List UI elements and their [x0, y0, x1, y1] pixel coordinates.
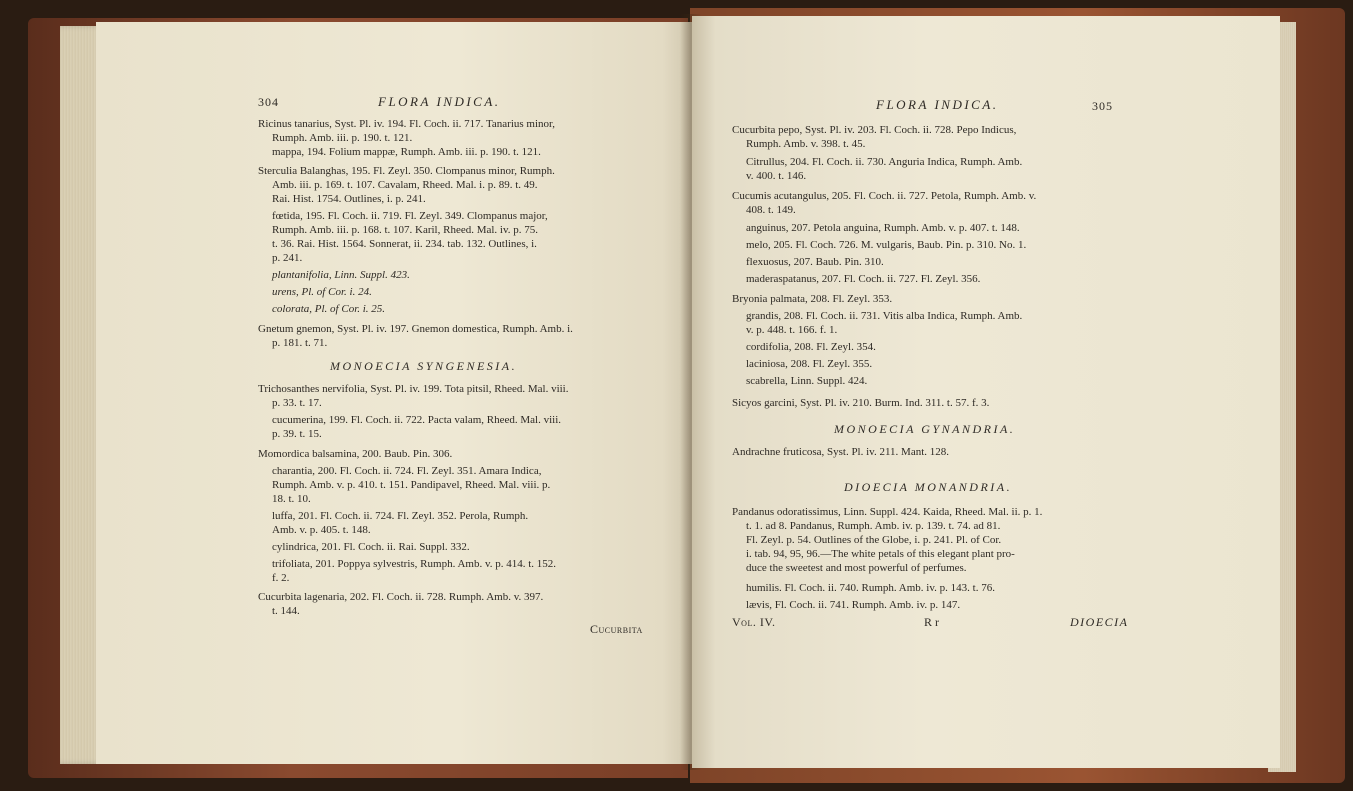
right-line: lævis, Fl. Coch. ii. 741. Rumph. Amb. iv. p. 147.: [746, 599, 961, 611]
left-line: Sterculia Balanghas, 195. Fl. Zeyl. 350. Clompanus minor, Rumph.: [258, 165, 555, 177]
right-line: t. 1. ad 8. Pandanus, Rumph. Amb. iv. p. 139. t. 74. ad 81.: [746, 520, 1001, 532]
left-line: t. 36. Rai. Hist. 1564. Sonnerat, ii. 234. tab. 132. Outlines, i.: [272, 238, 537, 250]
left-line: colorata, Pl. of Cor. i. 25.: [272, 303, 386, 315]
right-line: v. p. 448. t. 166. f. 1.: [746, 324, 838, 336]
left-line: Ricinus tanarius, Syst. Pl. iv. 194. Fl. Coch. ii. 717. Tanarius minor,: [258, 118, 556, 130]
right-line: 408. t. 149.: [746, 204, 796, 216]
right-line: i. tab. 94, 95, 96.—The white petals of this elegant plant pro-: [746, 548, 1015, 560]
left-line: Gnetum gnemon, Syst. Pl. iv. 197. Gnemon domestica, Rumph. Amb. i.: [258, 323, 573, 335]
left-line: mappa, 194. Folium mappæ, Rumph. Amb. iii. p. 190. t. 121.: [272, 146, 541, 158]
right-line: melo, 205. Fl. Coch. 726. M. vulgaris, Baub. Pin. p. 310. No. 1.: [746, 239, 1027, 251]
left-line: Rumph. Amb. iii. p. 190. t. 121.: [272, 132, 413, 144]
left-line: p. 241.: [272, 252, 303, 264]
left-line: Trichosanthes nervifolia, Syst. Pl. iv. 199. Tota pitsil, Rheed. Mal. viii.: [258, 383, 569, 395]
volume-label: Vol. IV.: [732, 615, 776, 629]
left-line: cucumerina, 199. Fl. Coch. ii. 722. Pacta valam, Rheed. Mal. viii.: [272, 414, 561, 426]
right-line: Bryonia palmata, 208. Fl. Zeyl. 353.: [732, 293, 893, 305]
right-line: Cucurbita pepo, Syst. Pl. iv. 203. Fl. Coch. ii. 728. Pepo Indicus,: [732, 124, 1017, 136]
left-line: t. 144.: [272, 605, 300, 617]
left-line: urens, Pl. of Cor. i. 24.: [272, 286, 372, 298]
right-line: duce the sweetest and most powerful of perfumes.: [746, 562, 967, 574]
signature-mark: R r: [924, 615, 939, 629]
left-line: 18. t. 10.: [272, 493, 311, 505]
left-running-head: FLORA INDICA.: [378, 94, 501, 109]
left-page: [96, 22, 692, 764]
right-line: maderaspatanus, 207. Fl. Coch. ii. 727. Fl. Zeyl. 356.: [746, 273, 981, 285]
left-line: cylindrica, 201. Fl. Coch. ii. Rai. Suppl. 332.: [272, 541, 470, 553]
left-line: luffa, 201. Fl. Coch. ii. 724. Fl. Zeyl. 352. Perola, Rumph.: [272, 510, 529, 522]
section-heading-monoecia-gynandria: MONOECIA GYNANDRIA.: [834, 422, 1016, 436]
right-line: cordifolia, 208. Fl. Zeyl. 354.: [746, 341, 876, 353]
left-line: p. 39. t. 15.: [272, 428, 322, 440]
right-line: humilis. Fl. Coch. ii. 740. Rumph. Amb. iv. p. 143. t. 76.: [746, 582, 995, 594]
left-line: Rumph. Amb. iii. p. 168. t. 107. Karil, Rheed. Mal. iv. p. 75.: [272, 224, 539, 236]
left-line: Momordica balsamina, 200. Baub. Pin. 306.: [258, 448, 453, 460]
left-line: Rai. Hist. 1754. Outlines, i. p. 241.: [272, 193, 426, 205]
left-line: p. 33. t. 17.: [272, 397, 322, 409]
left-line: Cucurbita lagenaria, 202. Fl. Coch. ii. 728. Rumph. Amb. v. 397.: [258, 591, 544, 603]
right-line: grandis, 208. Fl. Coch. ii. 731. Vitis alba Indica, Rumph. Amb.: [746, 310, 1023, 322]
left-line: plantanifolia, Linn. Suppl. 423.: [272, 269, 410, 281]
section-heading-dioecia-monandria: DIOECIA MONANDRIA.: [844, 480, 1013, 494]
right-line: v. 400. t. 146.: [746, 170, 807, 182]
right-line: Andrachne fruticosa, Syst. Pl. iv. 211. Mant. 128.: [732, 446, 950, 458]
right-line: Rumph. Amb. v. 398. t. 45.: [746, 138, 866, 150]
right-line: Citrullus, 204. Fl. Coch. ii. 730. Anguria Indica, Rumph. Amb.: [746, 156, 1023, 168]
right-line: anguinus, 207. Petola anguina, Rumph. Amb. v. p. 407. t. 148.: [746, 222, 1020, 234]
right-page: [692, 16, 1280, 768]
right-running-head: FLORA INDICA.: [876, 97, 999, 112]
left-line: trifoliata, 201. Poppya sylvestris, Rumph. Amb. v. p. 414. t. 152.: [272, 558, 557, 570]
left-line: Amb. iii. p. 169. t. 107. Cavalam, Rheed. Mal. i. p. 89. t. 49.: [272, 179, 538, 191]
right-line: Pandanus odoratissimus, Linn. Suppl. 424. Kaida, Rheed. Mal. ii. p. 1.: [732, 506, 1043, 518]
right-line: flexuosus, 207. Baub. Pin. 310.: [746, 256, 884, 268]
left-catchword: Cucurbita: [590, 622, 643, 636]
left-line: fœtida, 195. Fl. Coch. ii. 719. Fl. Zeyl. 349. Clompanus major,: [272, 210, 548, 222]
section-heading-monoecia-syngenesia: MONOECIA SYNGENESIA.: [330, 359, 518, 373]
left-line: p. 181. t. 71.: [272, 337, 328, 349]
right-line: Fl. Zeyl. p. 54. Outlines of the Globe, i. p. 241. Pl. of Cor.: [746, 534, 1002, 546]
right-line: scabrella, Linn. Suppl. 424.: [746, 375, 868, 387]
right-line: laciniosa, 208. Fl. Zeyl. 355.: [746, 358, 873, 370]
left-line: f. 2.: [272, 572, 290, 584]
left-line: Rumph. Amb. v. p. 410. t. 151. Pandipavel, Rheed. Mal. viii. p.: [272, 479, 551, 491]
right-line: Sicyos garcini, Syst. Pl. iv. 210. Burm. Ind. 311. t. 57. f. 3.: [732, 397, 990, 409]
left-page-number: 304: [258, 95, 279, 109]
right-catchword: DIOECIA: [1070, 615, 1129, 629]
left-line: Amb. v. p. 405. t. 148.: [272, 524, 371, 536]
left-line: charantia, 200. Fl. Coch. ii. 724. Fl. Zeyl. 351. Amara Indica,: [272, 465, 542, 477]
right-page-number: 305: [1092, 99, 1113, 113]
right-line: Cucumis acutangulus, 205. Fl. Coch. ii. 727. Petola, Rumph. Amb. v.: [732, 190, 1037, 202]
